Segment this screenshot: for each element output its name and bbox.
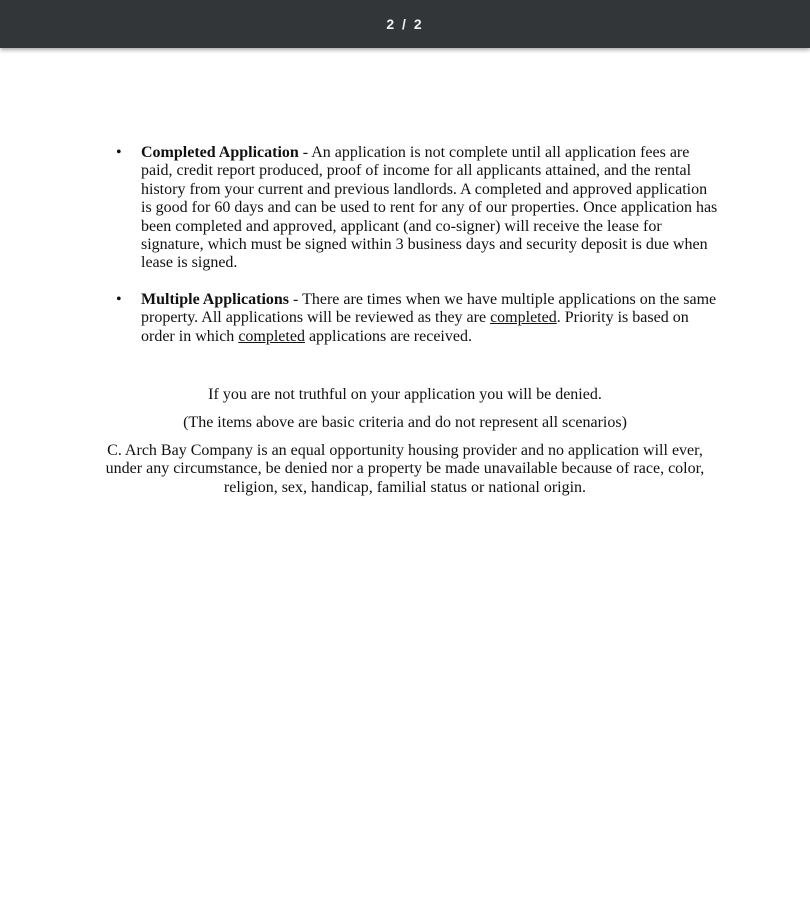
criteria-note: (The items above are basic criteria and do not represent all scenarios) [183, 414, 627, 431]
bullet-icon: • [116, 144, 122, 161]
bullet-separator: - [289, 290, 303, 308]
document-page [0, 48, 810, 907]
bullet-icon: • [116, 290, 122, 308]
bullet-title: Completed Application [141, 144, 299, 161]
bullet-text: There are times when we have multiple applications on the same property. All applications will be reviewed as they are [141, 290, 717, 327]
bullet-title: Multiple Applications [141, 290, 290, 308]
bullet-text: An application is not complete until all application fees are paid, credit report produced, proof of income for all applicants attained, and the rental history from your current and previous landlords. A completed and approved application is good for 60 days and can be used to rent for any of our properties. Once application has been completed and approved, applicant (and co-signer) will receive the lease for signature, which must be signed within 3 business days and security deposit is due when lease is signed. [141, 144, 718, 272]
truthful-notice: If you are not truthful on your application you will be denied. [208, 386, 602, 403]
underlined-word: completed [490, 309, 557, 327]
equal-opportunity-statement: C. Arch Bay Company is an equal opportunity housing provider and no application will ever, under any circumstance, be denied nor a property be made unavailable because of race, color, religion, sex, handicap, familial status or national origin. [105, 442, 705, 496]
page-indicator: 2 / 2 [386, 16, 424, 32]
viewer-toolbar [0, 0, 810, 48]
bullet-text: . Priority is based on order in which [141, 309, 689, 345]
criteria-list [116, 144, 721, 364]
bullet-separator: - [298, 144, 312, 161]
list-item [116, 290, 721, 346]
underlined-word: completed [238, 327, 305, 345]
bullet-text: applications are received. [304, 327, 472, 345]
list-item [116, 144, 721, 273]
